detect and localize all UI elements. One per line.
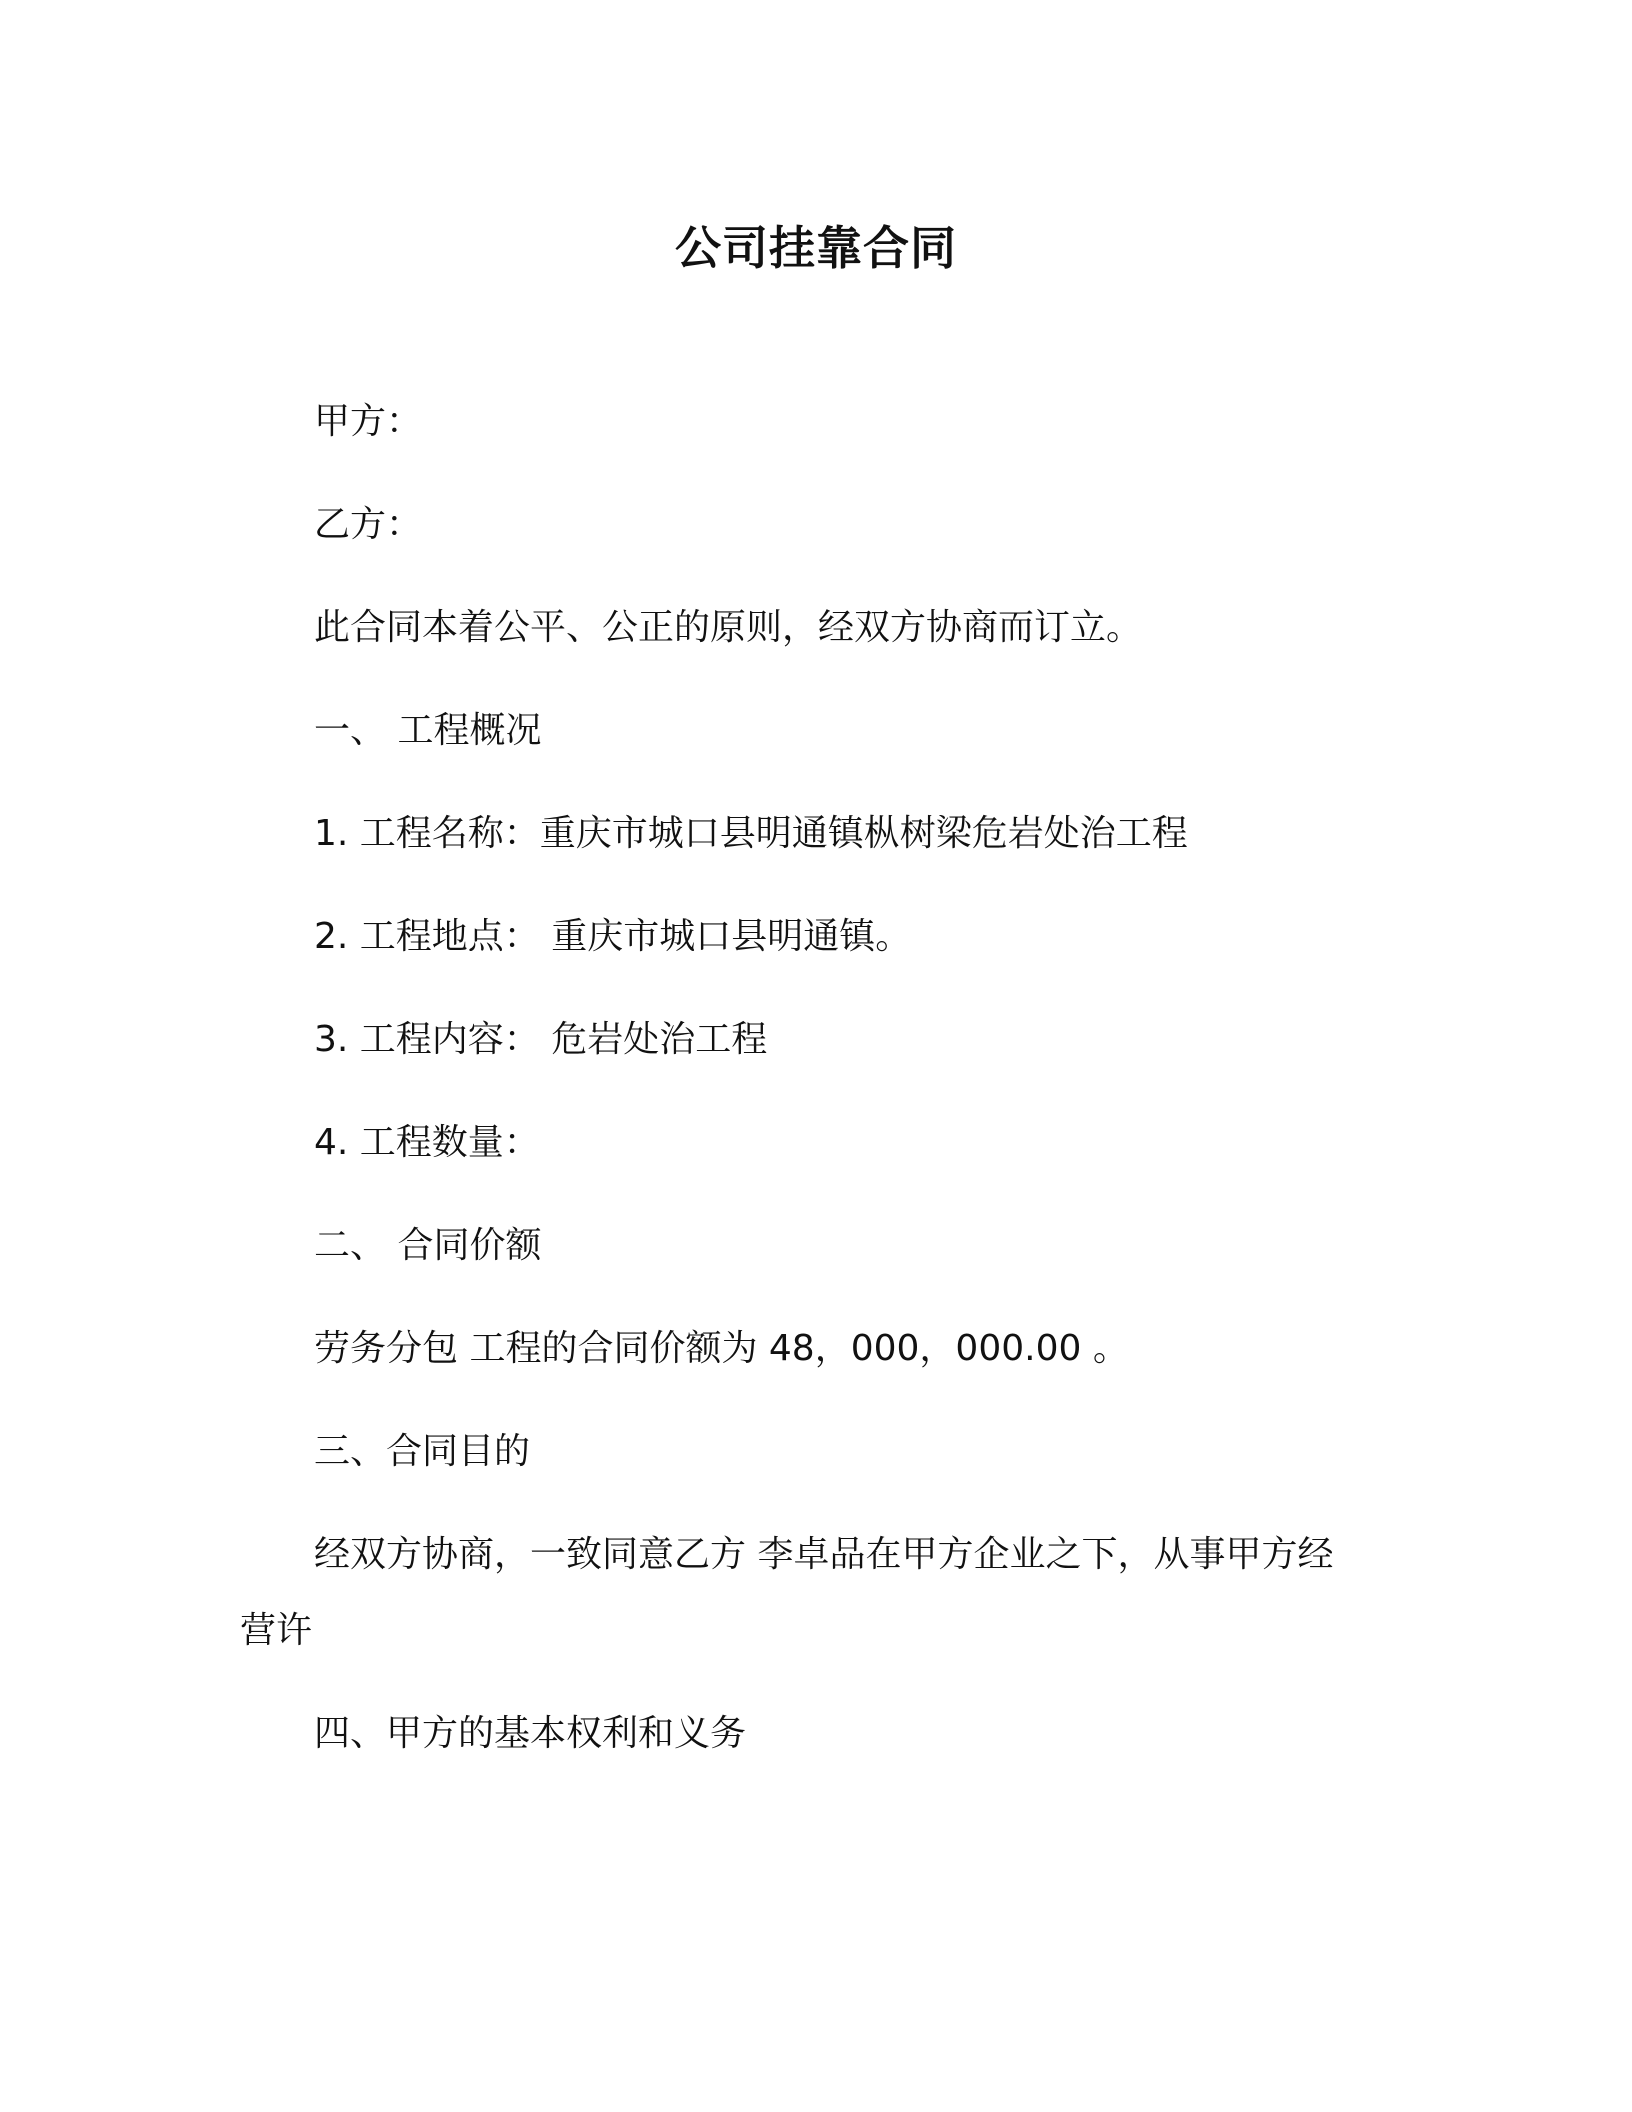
section3-body-line2: 营许 bbox=[240, 1610, 313, 1651]
section1-item-name: 1. 工程名称：重庆市城口县明通镇枞树梁危岩处治工程 bbox=[314, 813, 1188, 854]
party-a-label: 甲方： bbox=[314, 401, 423, 442]
section1-item-content: 3. 工程内容： 危岩处治工程 bbox=[314, 1019, 768, 1060]
section2-heading: 二、 合同价额 bbox=[314, 1225, 542, 1266]
document-title: 公司挂靠合同 bbox=[675, 221, 957, 275]
section1-item-quantity: 4. 工程数量： bbox=[314, 1122, 540, 1163]
section1-item-location: 2. 工程地点： 重庆市城口县明通镇。 bbox=[314, 916, 912, 957]
section3-heading: 三、合同目的 bbox=[314, 1431, 531, 1472]
section1-heading: 一、 工程概况 bbox=[314, 710, 542, 751]
party-b-label: 乙方： bbox=[314, 504, 423, 545]
section3-body-line1: 经双方协商，一致同意乙方 李卓品在甲方企业之下，从事甲方经 bbox=[314, 1534, 1334, 1575]
section4-heading: 四、甲方的基本权利和义务 bbox=[314, 1713, 747, 1754]
section2-body: 劳务分包 工程的合同价额为 48，000，000.00 。 bbox=[314, 1328, 1129, 1369]
preamble-text: 此合同本着公平、公正的原则，经双方协商而订立。 bbox=[314, 607, 1143, 648]
